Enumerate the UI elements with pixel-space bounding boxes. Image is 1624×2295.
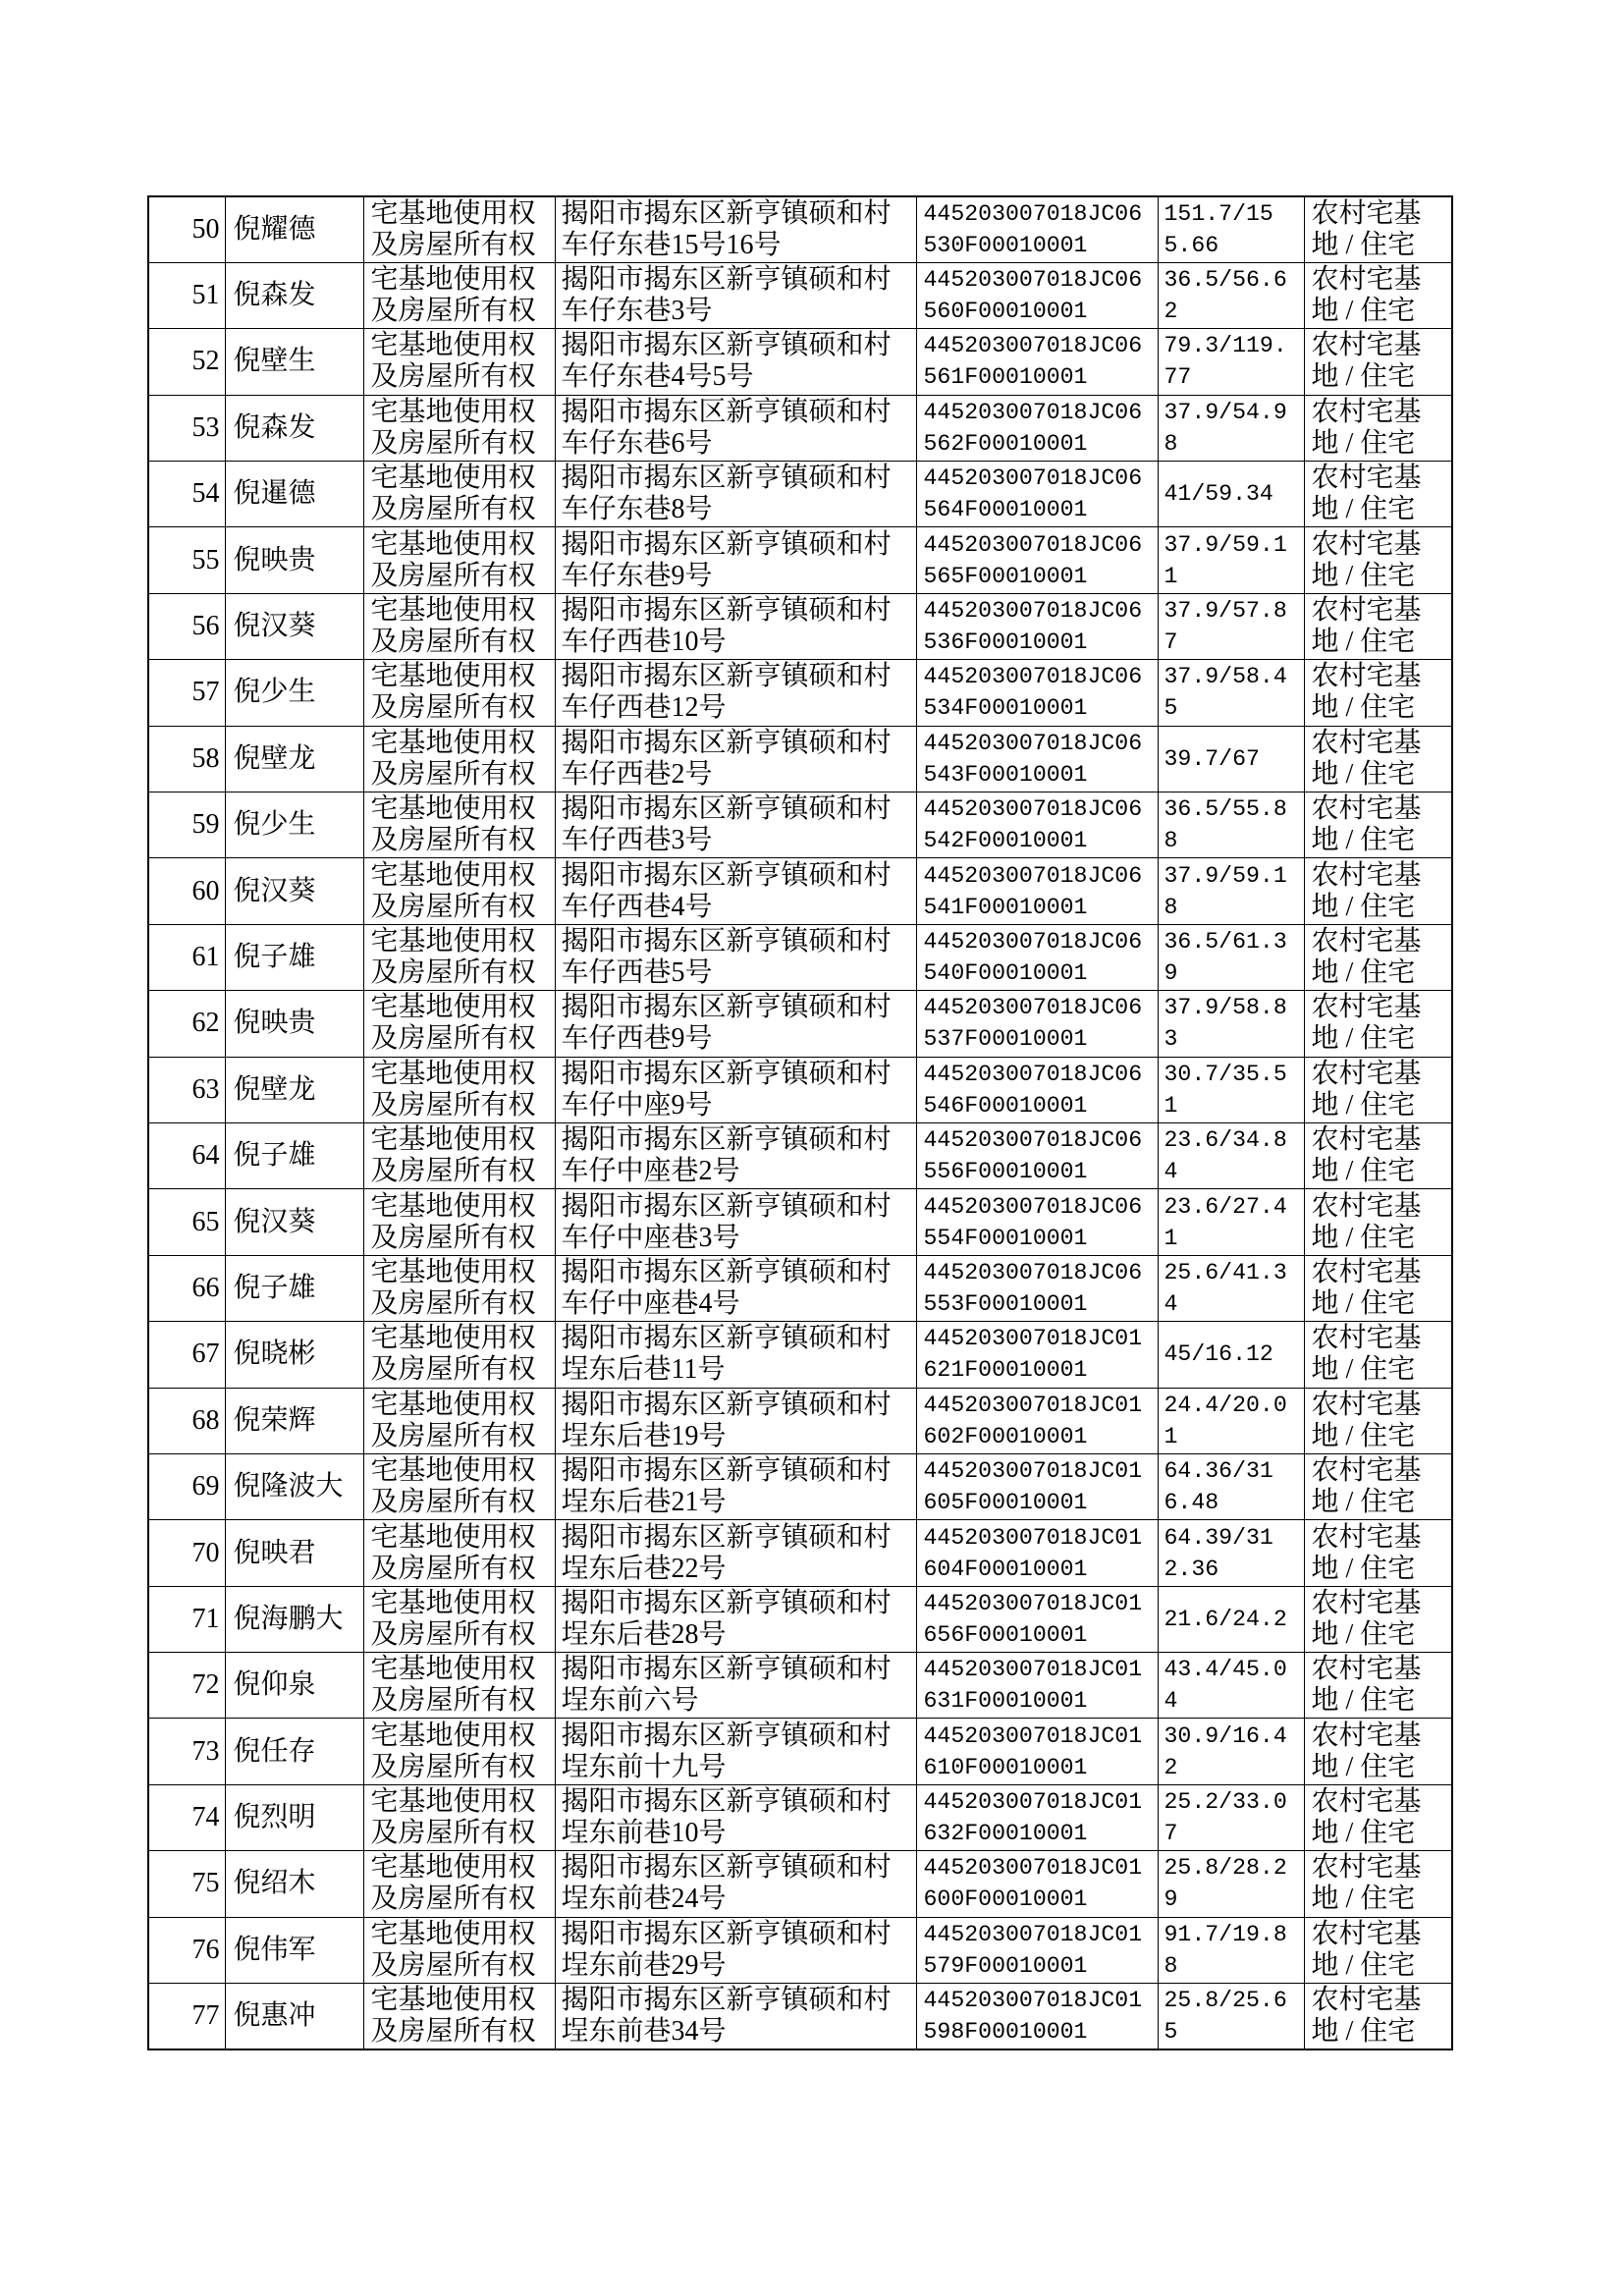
parcel-code-cell: 445203007018JC01631F00010001	[916, 1653, 1158, 1719]
table-row	[148, 329, 1452, 395]
owner-name-cell: 倪汉葵	[225, 858, 363, 924]
area-cell: 36.5/55.88	[1158, 792, 1304, 858]
owner-name-cell: 倪隆波大	[225, 1453, 363, 1519]
land-use-cell: 农村宅基地 / 住宅	[1304, 329, 1452, 395]
right-type-cell: 宅基地使用权及房屋所有权	[363, 1653, 555, 1719]
table-row	[148, 1189, 1452, 1255]
row-number-cell: 63	[148, 1057, 225, 1122]
property-register-table	[147, 195, 1453, 2050]
address-cell: 揭阳市揭东区新亨镇硕和村车仔东巷3号	[555, 262, 916, 328]
area-cell: 79.3/119.77	[1158, 329, 1304, 395]
address-cell: 揭阳市揭东区新亨镇硕和村车仔西巷10号	[555, 593, 916, 659]
table-row	[148, 196, 1452, 262]
parcel-code-cell: 445203007018JC06534F00010001	[916, 660, 1158, 726]
address-cell: 揭阳市揭东区新亨镇硕和村埕东后巷21号	[555, 1453, 916, 1519]
land-use-cell: 农村宅基地 / 住宅	[1304, 395, 1452, 461]
right-type-cell: 宅基地使用权及房屋所有权	[363, 1719, 555, 1784]
land-use-cell: 农村宅基地 / 住宅	[1304, 1122, 1452, 1188]
owner-name-cell: 倪烈明	[225, 1784, 363, 1850]
right-type-cell: 宅基地使用权及房屋所有权	[363, 395, 555, 461]
address-cell: 揭阳市揭东区新亨镇硕和村埕东后巷19号	[555, 1388, 916, 1453]
right-type-cell: 宅基地使用权及房屋所有权	[363, 593, 555, 659]
right-type-cell: 宅基地使用权及房屋所有权	[363, 1388, 555, 1453]
area-cell: 151.7/155.66	[1158, 196, 1304, 262]
land-use-cell: 农村宅基地 / 住宅	[1304, 262, 1452, 328]
parcel-code-cell: 445203007018JC06541F00010001	[916, 858, 1158, 924]
owner-name-cell: 倪伟军	[225, 1917, 363, 1983]
table-row	[148, 462, 1452, 527]
area-cell: 24.4/20.01	[1158, 1388, 1304, 1453]
table-row	[148, 1917, 1452, 1983]
right-type-cell: 宅基地使用权及房屋所有权	[363, 1322, 555, 1388]
address-cell: 揭阳市揭东区新亨镇硕和村车仔西巷5号	[555, 924, 916, 990]
land-use-cell: 农村宅基地 / 住宅	[1304, 1322, 1452, 1388]
area-cell: 43.4/45.04	[1158, 1653, 1304, 1719]
address-cell: 揭阳市揭东区新亨镇硕和村车仔西巷2号	[555, 726, 916, 792]
area-cell: 36.5/56.62	[1158, 262, 1304, 328]
table-row	[148, 1520, 1452, 1586]
land-use-cell: 农村宅基地 / 住宅	[1304, 1586, 1452, 1652]
area-cell: 25.8/25.65	[1158, 1984, 1304, 2049]
right-type-cell: 宅基地使用权及房屋所有权	[363, 1917, 555, 1983]
parcel-code-cell: 445203007018JC01656F00010001	[916, 1586, 1158, 1652]
parcel-code-cell: 445203007018JC06540F00010001	[916, 924, 1158, 990]
owner-name-cell: 倪壁龙	[225, 1057, 363, 1122]
area-cell: 36.5/61.39	[1158, 924, 1304, 990]
row-number-cell: 64	[148, 1122, 225, 1188]
address-cell: 揭阳市揭东区新亨镇硕和村车仔西巷9号	[555, 991, 916, 1057]
right-type-cell: 宅基地使用权及房屋所有权	[363, 1520, 555, 1586]
address-cell: 揭阳市揭东区新亨镇硕和村埕东后巷22号	[555, 1520, 916, 1586]
address-cell: 揭阳市揭东区新亨镇硕和村车仔东巷15号16号	[555, 196, 916, 262]
land-use-cell: 农村宅基地 / 住宅	[1304, 1917, 1452, 1983]
area-cell: 37.9/57.87	[1158, 593, 1304, 659]
parcel-code-cell: 445203007018JC06542F00010001	[916, 792, 1158, 858]
address-cell: 揭阳市揭东区新亨镇硕和村车仔东巷6号	[555, 395, 916, 461]
land-use-cell: 农村宅基地 / 住宅	[1304, 1984, 1452, 2049]
area-cell: 37.9/58.45	[1158, 660, 1304, 726]
land-use-cell: 农村宅基地 / 住宅	[1304, 924, 1452, 990]
address-cell: 揭阳市揭东区新亨镇硕和村车仔西巷3号	[555, 792, 916, 858]
land-use-cell: 农村宅基地 / 住宅	[1304, 196, 1452, 262]
address-cell: 揭阳市揭东区新亨镇硕和村车仔东巷8号	[555, 462, 916, 527]
table-row	[148, 792, 1452, 858]
table-row	[148, 1453, 1452, 1519]
area-cell: 25.6/41.34	[1158, 1255, 1304, 1321]
row-number-cell: 76	[148, 1917, 225, 1983]
land-use-cell: 农村宅基地 / 住宅	[1304, 991, 1452, 1057]
land-use-cell: 农村宅基地 / 住宅	[1304, 1057, 1452, 1122]
address-cell: 揭阳市揭东区新亨镇硕和村埕东前十九号	[555, 1719, 916, 1784]
owner-name-cell: 倪壁生	[225, 329, 363, 395]
parcel-code-cell: 445203007018JC06561F00010001	[916, 329, 1158, 395]
land-use-cell: 农村宅基地 / 住宅	[1304, 660, 1452, 726]
table-row	[148, 1984, 1452, 2049]
row-number-cell: 59	[148, 792, 225, 858]
row-number-cell: 55	[148, 527, 225, 593]
row-number-cell: 51	[148, 262, 225, 328]
row-number-cell: 60	[148, 858, 225, 924]
address-cell: 揭阳市揭东区新亨镇硕和村埕东前巷29号	[555, 1917, 916, 1983]
row-number-cell: 70	[148, 1520, 225, 1586]
right-type-cell: 宅基地使用权及房屋所有权	[363, 329, 555, 395]
area-cell: 37.9/59.11	[1158, 527, 1304, 593]
row-number-cell: 58	[148, 726, 225, 792]
owner-name-cell: 倪少生	[225, 792, 363, 858]
right-type-cell: 宅基地使用权及房屋所有权	[363, 792, 555, 858]
owner-name-cell: 倪荣辉	[225, 1388, 363, 1453]
owner-name-cell: 倪映君	[225, 1520, 363, 1586]
table-row	[148, 1851, 1452, 1917]
land-use-cell: 农村宅基地 / 住宅	[1304, 1851, 1452, 1917]
area-cell: 39.7/67	[1158, 726, 1304, 792]
row-number-cell: 56	[148, 593, 225, 659]
table-row	[148, 726, 1452, 792]
row-number-cell: 66	[148, 1255, 225, 1321]
table-row	[148, 1057, 1452, 1122]
parcel-code-cell: 445203007018JC06537F00010001	[916, 991, 1158, 1057]
area-cell: 64.36/316.48	[1158, 1453, 1304, 1519]
parcel-code-cell: 445203007018JC06565F00010001	[916, 527, 1158, 593]
parcel-code-cell: 445203007018JC01602F00010001	[916, 1388, 1158, 1453]
right-type-cell: 宅基地使用权及房屋所有权	[363, 1586, 555, 1652]
row-number-cell: 72	[148, 1653, 225, 1719]
right-type-cell: 宅基地使用权及房屋所有权	[363, 1057, 555, 1122]
owner-name-cell: 倪森发	[225, 262, 363, 328]
area-cell: 37.9/59.18	[1158, 858, 1304, 924]
owner-name-cell: 倪壁龙	[225, 726, 363, 792]
area-cell: 41/59.34	[1158, 462, 1304, 527]
row-number-cell: 69	[148, 1453, 225, 1519]
row-number-cell: 68	[148, 1388, 225, 1453]
right-type-cell: 宅基地使用权及房屋所有权	[363, 262, 555, 328]
table-row	[148, 1255, 1452, 1321]
row-number-cell: 62	[148, 991, 225, 1057]
owner-name-cell: 倪映贵	[225, 527, 363, 593]
row-number-cell: 54	[148, 462, 225, 527]
address-cell: 揭阳市揭东区新亨镇硕和村车仔西巷12号	[555, 660, 916, 726]
right-type-cell: 宅基地使用权及房屋所有权	[363, 1255, 555, 1321]
owner-name-cell: 倪子雄	[225, 1255, 363, 1321]
address-cell: 揭阳市揭东区新亨镇硕和村车仔东巷4号5号	[555, 329, 916, 395]
right-type-cell: 宅基地使用权及房屋所有权	[363, 196, 555, 262]
parcel-code-cell: 445203007018JC06543F00010001	[916, 726, 1158, 792]
land-use-cell: 农村宅基地 / 住宅	[1304, 593, 1452, 659]
right-type-cell: 宅基地使用权及房屋所有权	[363, 1851, 555, 1917]
table-row	[148, 1784, 1452, 1850]
table-row	[148, 1122, 1452, 1188]
address-cell: 揭阳市揭东区新亨镇硕和村车仔西巷4号	[555, 858, 916, 924]
row-number-cell: 71	[148, 1586, 225, 1652]
land-use-cell: 农村宅基地 / 住宅	[1304, 1189, 1452, 1255]
owner-name-cell: 倪映贵	[225, 991, 363, 1057]
parcel-code-cell: 445203007018JC01604F00010001	[916, 1520, 1158, 1586]
right-type-cell: 宅基地使用权及房屋所有权	[363, 726, 555, 792]
table-row	[148, 527, 1452, 593]
owner-name-cell: 倪子雄	[225, 1122, 363, 1188]
area-cell: 23.6/34.84	[1158, 1122, 1304, 1188]
row-number-cell: 75	[148, 1851, 225, 1917]
address-cell: 揭阳市揭东区新亨镇硕和村埕东后巷28号	[555, 1586, 916, 1652]
right-type-cell: 宅基地使用权及房屋所有权	[363, 858, 555, 924]
parcel-code-cell: 445203007018JC01600F00010001	[916, 1851, 1158, 1917]
row-number-cell: 67	[148, 1322, 225, 1388]
parcel-code-cell: 445203007018JC01598F00010001	[916, 1984, 1158, 2049]
right-type-cell: 宅基地使用权及房屋所有权	[363, 991, 555, 1057]
address-cell: 揭阳市揭东区新亨镇硕和村车仔中座9号	[555, 1057, 916, 1122]
row-number-cell: 53	[148, 395, 225, 461]
address-cell: 揭阳市揭东区新亨镇硕和村埕东前巷34号	[555, 1984, 916, 2049]
land-use-cell: 农村宅基地 / 住宅	[1304, 1719, 1452, 1784]
right-type-cell: 宅基地使用权及房屋所有权	[363, 1122, 555, 1188]
table-row	[148, 991, 1452, 1057]
address-cell: 揭阳市揭东区新亨镇硕和村车仔中座巷4号	[555, 1255, 916, 1321]
address-cell: 揭阳市揭东区新亨镇硕和村车仔东巷9号	[555, 527, 916, 593]
parcel-code-cell: 445203007018JC01610F00010001	[916, 1719, 1158, 1784]
table-row	[148, 593, 1452, 659]
address-cell: 揭阳市揭东区新亨镇硕和村车仔中座巷2号	[555, 1122, 916, 1188]
owner-name-cell: 倪暹德	[225, 462, 363, 527]
table-row	[148, 1653, 1452, 1719]
parcel-code-cell: 445203007018JC06560F00010001	[916, 262, 1158, 328]
parcel-code-cell: 445203007018JC06556F00010001	[916, 1122, 1158, 1188]
owner-name-cell: 倪任存	[225, 1719, 363, 1784]
land-use-cell: 农村宅基地 / 住宅	[1304, 527, 1452, 593]
row-number-cell: 57	[148, 660, 225, 726]
land-use-cell: 农村宅基地 / 住宅	[1304, 1653, 1452, 1719]
area-cell: 30.7/35.51	[1158, 1057, 1304, 1122]
owner-name-cell: 倪海鹏大	[225, 1586, 363, 1652]
parcel-code-cell: 445203007018JC06553F00010001	[916, 1255, 1158, 1321]
address-cell: 揭阳市揭东区新亨镇硕和村车仔中座巷3号	[555, 1189, 916, 1255]
row-number-cell: 77	[148, 1984, 225, 2049]
owner-name-cell: 倪汉葵	[225, 1189, 363, 1255]
area-cell: 25.8/28.29	[1158, 1851, 1304, 1917]
row-number-cell: 50	[148, 196, 225, 262]
owner-name-cell: 倪森发	[225, 395, 363, 461]
row-number-cell: 74	[148, 1784, 225, 1850]
owner-name-cell: 倪汉葵	[225, 593, 363, 659]
right-type-cell: 宅基地使用权及房屋所有权	[363, 527, 555, 593]
table-row	[148, 858, 1452, 924]
area-cell: 37.9/54.98	[1158, 395, 1304, 461]
register-table-body	[148, 196, 1452, 2049]
address-cell: 揭阳市揭东区新亨镇硕和村埕东后巷11号	[555, 1322, 916, 1388]
parcel-code-cell: 445203007018JC06530F00010001	[916, 196, 1158, 262]
owner-name-cell: 倪耀德	[225, 196, 363, 262]
address-cell: 揭阳市揭东区新亨镇硕和村埕东前巷24号	[555, 1851, 916, 1917]
parcel-code-cell: 445203007018JC06562F00010001	[916, 395, 1158, 461]
owner-name-cell: 倪仰泉	[225, 1653, 363, 1719]
land-use-cell: 农村宅基地 / 住宅	[1304, 726, 1452, 792]
area-cell: 45/16.12	[1158, 1322, 1304, 1388]
land-use-cell: 农村宅基地 / 住宅	[1304, 858, 1452, 924]
right-type-cell: 宅基地使用权及房屋所有权	[363, 924, 555, 990]
parcel-code-cell: 445203007018JC06536F00010001	[916, 593, 1158, 659]
address-cell: 揭阳市揭东区新亨镇硕和村埕东前巷10号	[555, 1784, 916, 1850]
table-row	[148, 1322, 1452, 1388]
land-use-cell: 农村宅基地 / 住宅	[1304, 1453, 1452, 1519]
right-type-cell: 宅基地使用权及房屋所有权	[363, 1453, 555, 1519]
table-row	[148, 262, 1452, 328]
owner-name-cell: 倪晓彬	[225, 1322, 363, 1388]
land-use-cell: 农村宅基地 / 住宅	[1304, 1784, 1452, 1850]
right-type-cell: 宅基地使用权及房屋所有权	[363, 1984, 555, 2049]
area-cell: 64.39/312.36	[1158, 1520, 1304, 1586]
land-use-cell: 农村宅基地 / 住宅	[1304, 792, 1452, 858]
land-use-cell: 农村宅基地 / 住宅	[1304, 462, 1452, 527]
table-row	[148, 924, 1452, 990]
owner-name-cell: 倪绍木	[225, 1851, 363, 1917]
area-cell: 91.7/19.88	[1158, 1917, 1304, 1983]
table-row	[148, 660, 1452, 726]
right-type-cell: 宅基地使用权及房屋所有权	[363, 1784, 555, 1850]
parcel-code-cell: 445203007018JC01632F00010001	[916, 1784, 1158, 1850]
table-row	[148, 1719, 1452, 1784]
row-number-cell: 61	[148, 924, 225, 990]
right-type-cell: 宅基地使用权及房屋所有权	[363, 1189, 555, 1255]
table-row	[148, 1388, 1452, 1453]
table-row	[148, 1586, 1452, 1652]
row-number-cell: 52	[148, 329, 225, 395]
area-cell: 21.6/24.2	[1158, 1586, 1304, 1652]
address-cell: 揭阳市揭东区新亨镇硕和村埕东前六号	[555, 1653, 916, 1719]
parcel-code-cell: 445203007018JC01605F00010001	[916, 1453, 1158, 1519]
land-use-cell: 农村宅基地 / 住宅	[1304, 1388, 1452, 1453]
parcel-code-cell: 445203007018JC06554F00010001	[916, 1189, 1158, 1255]
parcel-code-cell: 445203007018JC01621F00010001	[916, 1322, 1158, 1388]
table-row	[148, 395, 1452, 461]
area-cell: 37.9/58.83	[1158, 991, 1304, 1057]
right-type-cell: 宅基地使用权及房屋所有权	[363, 462, 555, 527]
land-use-cell: 农村宅基地 / 住宅	[1304, 1255, 1452, 1321]
right-type-cell: 宅基地使用权及房屋所有权	[363, 660, 555, 726]
land-use-cell: 农村宅基地 / 住宅	[1304, 1520, 1452, 1586]
area-cell: 30.9/16.42	[1158, 1719, 1304, 1784]
area-cell: 23.6/27.41	[1158, 1189, 1304, 1255]
parcel-code-cell: 445203007018JC06546F00010001	[916, 1057, 1158, 1122]
owner-name-cell: 倪子雄	[225, 924, 363, 990]
owner-name-cell: 倪少生	[225, 660, 363, 726]
area-cell: 25.2/33.07	[1158, 1784, 1304, 1850]
owner-name-cell: 倪惠冲	[225, 1984, 363, 2049]
row-number-cell: 73	[148, 1719, 225, 1784]
parcel-code-cell: 445203007018JC01579F00010001	[916, 1917, 1158, 1983]
parcel-code-cell: 445203007018JC06564F00010001	[916, 462, 1158, 527]
row-number-cell: 65	[148, 1189, 225, 1255]
